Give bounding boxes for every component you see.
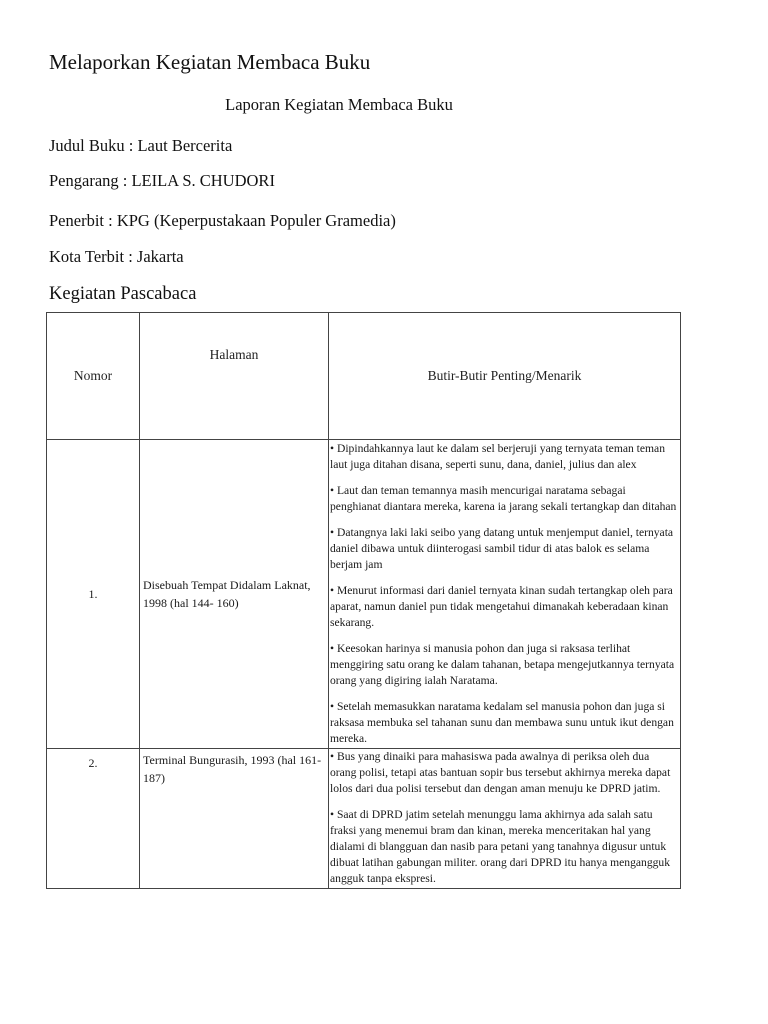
point-item: • Setelah memasukkan naratama kedalam sel manusia pohon dan juga si raksasa membuka sel tahanan sunu dan membawa sunu untuk ikut dengan mereka. [330,700,674,745]
header-halaman: Halaman [140,313,329,440]
section-title: Kegiatan Pascabaca [49,284,197,304]
table-header-row [47,313,681,440]
row-points [329,440,681,749]
reading-table [46,312,681,889]
city-line: Kota Terbit : Jakarta [49,247,184,266]
table-row [47,440,681,749]
point-item: • Keesokan harinya si manusia pohon dan juga si raksasa terlihat menggiring satu orang ke dalam tahanan, betapa mengejutkannya ternyata orang yang digiring ialah Naratama. [330,642,675,687]
point-item: • Laut dan teman temannya masih mencurigai naratama sebagai penghianat diantara mereka, karena ia jarang sekali tertangkap dan ditahan [330,484,677,513]
point-item: • Bus yang dinaiki para mahasiswa pada awalnya di periksa oleh dua orang polisi, tetapi atas bantuan sopir bus tersebut akhirnya mereka dapat lolos dari dua polisi tersebut dan dengan aman menuju ke DPRD jatim. [330,750,671,795]
point-item: • Dipindahkannya laut ke dalam sel berjeruji yang ternyata teman teman laut juga ditahan disana, seperti sunu, dana, daniel, julius dan alex [330,442,666,471]
book-title-line: Judul Buku : Laut Bercerita [49,136,233,155]
row-number: 2. [47,749,140,889]
point-item: • Saat di DPRD jatim setelah menunggu lama akhirnya ada salah satu fraksi yang menemui bram dan kinan, mereka menceritakan hal yang dialami di blangguan dan nasib para petani yang tanahnya digusur untuk dibuat latihan gabungan militer. orang dari DPRD itu hanya mengangguk angguk tanpa ekspresi. [330,808,671,885]
author-line: Pengarang : LEILA S. CHUDORI [49,171,275,190]
row-chapter: Disebuah Tempat Didalam Laknat, 1998 (hal 144- 160) [140,440,329,749]
page-heading: Melaporkan Kegiatan Membaca Buku [49,50,371,74]
header-nomor: Nomor [47,313,140,440]
row-number: 1. [47,440,140,749]
publisher-line: Penerbit : KPG (Keperpustakaan Populer Gramedia) [49,211,396,230]
point-item: • Menurut informasi dari daniel ternyata kinan sudah tertangkap oleh para aparat, namun daniel pun tidak mengetahui dimanakah keberadaan kinan sekarang. [330,584,673,629]
header-butir: Butir-Butir Penting/Menarik [329,313,681,440]
row-chapter: Terminal Bungurasih, 1993 (hal 161- 187) [140,749,329,889]
report-title: Laporan Kegiatan Membaca Buku [225,95,453,114]
table-row [47,749,681,889]
point-item: • Datangnya laki laki seibo yang datang untuk menjemput daniel, ternyata daniel dibawa untuk diinterogasi sambil tidur di atas balok es selama berjam jam [330,526,674,571]
row-points [329,749,681,889]
